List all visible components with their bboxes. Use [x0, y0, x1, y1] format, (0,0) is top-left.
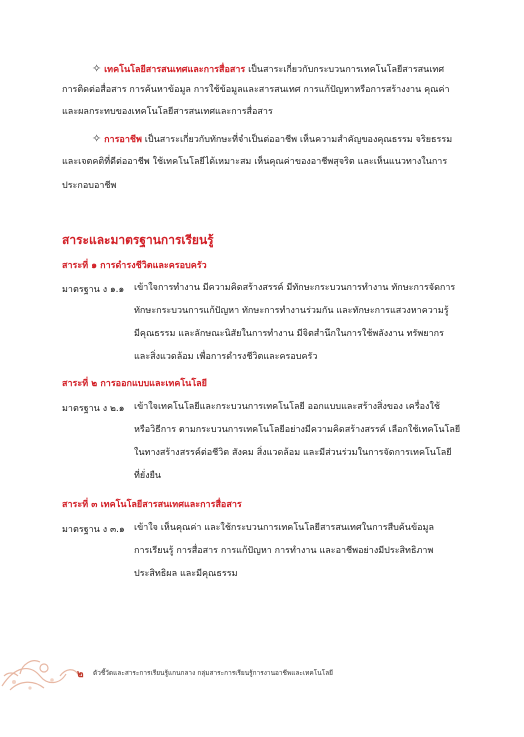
standard-1-line-1: เข้าใจการทำงาน มีความคิดสร้างสรรค์ มีทักษะกระบวนการทำงาน ทักษะการจัดการ: [134, 283, 456, 293]
standard-2-line-3: ในทางสร้างสรรค์ต่อชีวิต สังคม สิ่งแวดล้อม และมีส่วนร่วมในการจัดการเทคโนโลยี: [134, 448, 452, 458]
bullet-2-line-3: ประกอบอาชีพ: [62, 181, 117, 191]
diamond-bullet-icon: ✧: [92, 132, 102, 145]
standard-2-line-1: เข้าใจเทคโนโลยีและกระบวนการเทคโนโลยี ออกแบบและสร้างสิ่งของ เครื่องใช้: [134, 402, 440, 412]
bullet-text: เป็นสาระเกี่ยวกับทักษะที่จำเป็นต่ออาชีพ เห็นความสำคัญของคุณธรรม จริยธรรม: [141, 135, 453, 145]
standard-1-line-4: และสิ่งแวดล้อม เพื่อการดำรงชีวิตและครอบครัว: [134, 352, 318, 362]
bullet-term: เทคโนโลยีสารสนเทศและการสื่อสาร: [104, 65, 246, 75]
bullet-text: เป็นสาระเกี่ยวกับกระบวนการเทคโนโลยีสารสนเทศ: [245, 65, 445, 75]
standard-2-line-4: ที่ยั่งยืน: [134, 471, 162, 481]
bullet-1-line-2: การติดต่อสื่อสาร การค้นหาข้อมูล การใช้ข้อมูลและสารสนเทศ การแก้ปัญหาหรือการสร้างงาน คุณค่า: [62, 85, 450, 95]
standard-3-line-2: การเรียนรู้ การสื่อสาร การแก้ปัญหา การทำงาน และอาชีพอย่างมีประสิทธิภาพ: [134, 546, 434, 556]
bullet-2-line-2: และเจตคติที่ดีต่ออาชีพ ใช้เทคโนโลยีได้เหมาะสม เห็นคุณค่าของอาชีพสุจริต และเห็นแนวทางในการ: [62, 157, 448, 167]
bullet-term: การอาชีพ: [104, 135, 142, 145]
bullet-item-2: [92, 132, 452, 147]
standard-label-1: มาตรฐาน ง ๑.๑: [62, 285, 125, 295]
section-title: สาระและมาตรฐานการเรียนรู้: [62, 233, 214, 247]
strand-title-3: สาระที่ ๓ เทคโนโลยีสารสนเทศและการสื่อสาร: [62, 500, 242, 510]
standard-1-line-3: มีคุณธรรม และลักษณะนิสัยในการทำงาน มีจิตสำนึกในการใช้พลังงาน ทรัพยากร: [134, 329, 444, 339]
standard-3-line-1: เข้าใจ เห็นคุณค่า และใช้กระบวนการเทคโนโลยีสารสนเทศในการสืบค้นข้อมูล: [134, 523, 434, 533]
standard-label-2: มาตรฐาน ง ๒.๑: [62, 404, 125, 414]
standard-1-line-2: ทักษะกระบวนการแก้ปัญหา ทักษะการทำงานร่วมกัน และทักษะการแสวงหาความรู้: [134, 306, 449, 316]
bullet-item-1: [92, 62, 444, 77]
diamond-bullet-icon: ✧: [92, 62, 102, 75]
bullet-1-line-3: และผลกระทบของเทคโนโลยีสารสนเทศและการสื่อสาร: [62, 107, 273, 117]
strand-title-2: สาระที่ ๒ การออกแบบและเทคโนโลยี: [62, 379, 207, 389]
page-number: ๒: [77, 669, 84, 680]
standard-label-3: มาตรฐาน ง ๓.๑: [62, 525, 125, 535]
standard-3-line-3: ประสิทธิผล และมีคุณธรรม: [134, 569, 238, 579]
floral-ornament-icon: [0, 646, 80, 696]
standard-2-line-2: หรือวิธีการ ตามกระบวนการเทคโนโลยีอย่างมีความคิดสร้างสรรค์ เลือกใช้เทคโนโลยี: [134, 425, 461, 435]
footer-text: ตัวชี้วัดและสาระการเรียนรู้แกนกลาง กลุ่มสาระการเรียนรู้การงานอาชีพและเทคโนโลยี: [93, 669, 333, 677]
strand-title-1: สาระที่ ๑ การดำรงชีวิตและครอบครัว: [62, 261, 207, 271]
